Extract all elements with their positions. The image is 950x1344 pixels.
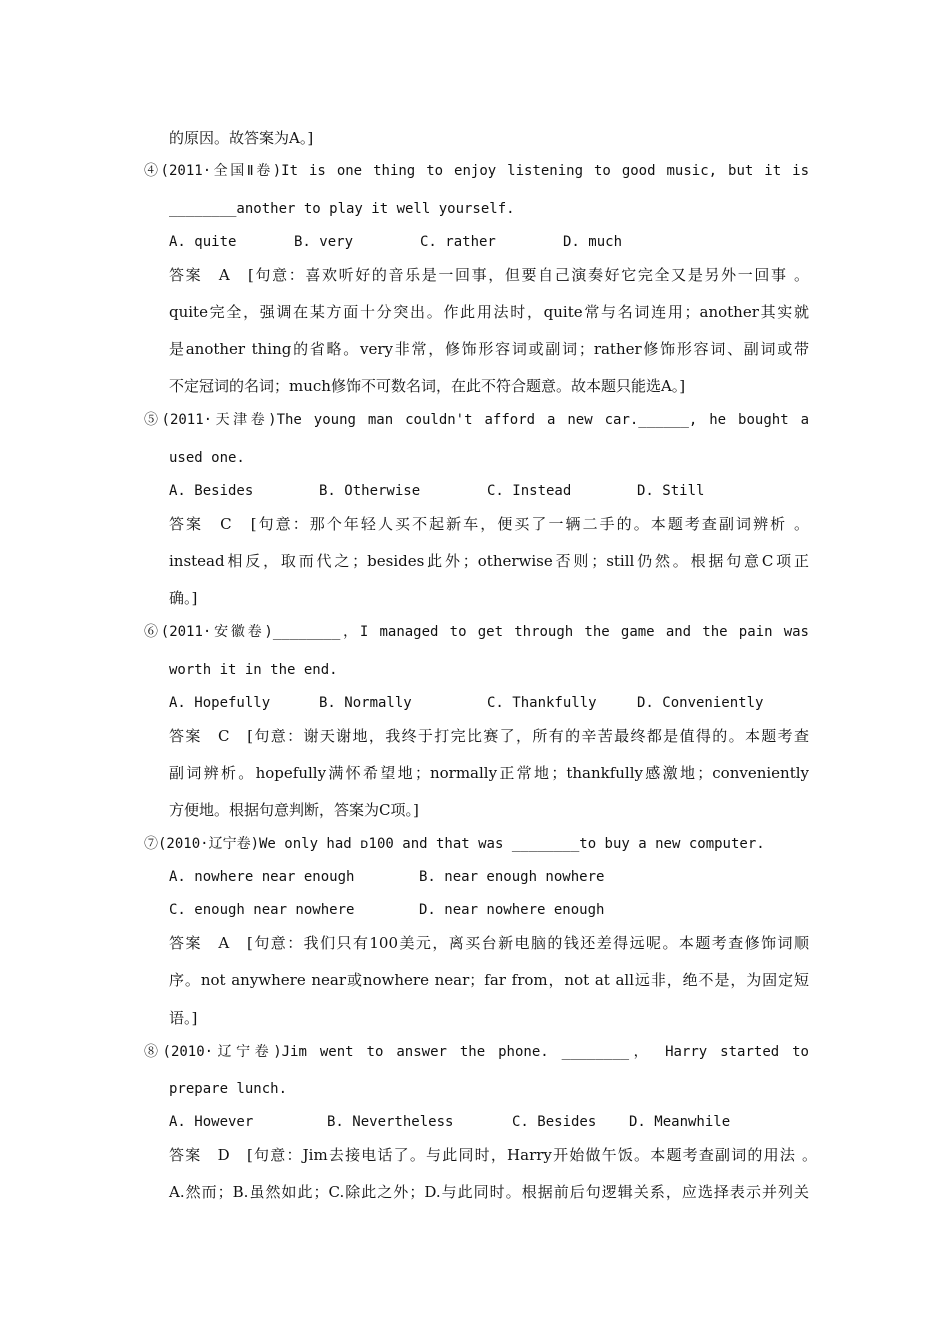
question-7-options-row2	[169, 900, 809, 920]
option-c: C. enough near nowhere	[169, 902, 355, 918]
question-6-stem-cont: worth it in the end.	[169, 662, 338, 678]
option-d: D. Meanwhile	[629, 1114, 731, 1130]
question-5-stem-cont: used one.	[169, 450, 245, 466]
question-4-explanation: 不定冠词的名词；much修饰不可数名词，在此不符合题意。故本题只能选A。]	[169, 377, 686, 395]
option-a: A. Hopefully	[169, 695, 271, 711]
question-7-explanation: 语。]	[169, 1009, 198, 1027]
question-4-explanation: 是another thing的省略。very非常，修饰形容词或副词；rather修饰形容词、副词或带	[169, 340, 809, 358]
question-6-stem: ⑥(2011·安徽卷)________，I managed to get through the game and the pain was	[144, 624, 809, 640]
option-b: B. Nevertheless	[327, 1114, 454, 1130]
option-a: A. However	[169, 1114, 254, 1130]
question-4-answer: 答案 A [句意：喜欢听好的音乐是一回事，但要自己演奏好它完全又是另外一回事 。	[169, 266, 809, 284]
question-6-options	[169, 693, 809, 713]
option-b: B. near enough nowhere	[419, 869, 605, 885]
question-4-stem-cont: ________another to play it well yourself.	[169, 201, 515, 217]
question-7-explanation: 序。not anywhere near或nowhere near；far from，not at all远非，绝不是，为固定短	[169, 971, 809, 989]
question-7-options-row1	[169, 867, 809, 887]
option-b: B. Otherwise	[319, 483, 421, 499]
question-6-answer: 答案 C [句意：谢天谢地，我终于打完比赛了，所有的辛苦最终都是值得的。本题考查	[169, 727, 809, 745]
question-7-stem: ⑦(2010·辽宁卷)We only had ᴅ100 and that was ________to buy a new computer.	[144, 836, 765, 852]
question-5-explanation: 确。]	[169, 589, 198, 607]
option-c: C. rather	[420, 234, 496, 250]
question-8-answer: 答案 D [句意：Jim去接电话了。与此同时，Harry开始做午饭。本题考查副词的用法 。	[169, 1146, 817, 1164]
option-c: C. Instead	[487, 483, 572, 499]
option-a: A. nowhere near enough	[169, 869, 355, 885]
question-7-answer: 答案 A [句意：我们只有100美元，离买台新电脑的钱还差得远呢。本题考查修饰词顺	[169, 934, 809, 952]
option-c: C. Besides	[512, 1114, 597, 1130]
option-a: A. Besides	[169, 483, 254, 499]
question-8-explanation: A.然而；B.虽然如此；C.除此之外；D.与此同时。根据前后句逻辑关系，应选择表示并列关	[169, 1183, 809, 1201]
option-b: B. Normally	[319, 695, 412, 711]
question-5-explanation: instead相反，取而代之；besides此外；otherwise否则；still仍然。根据句意C项正	[169, 552, 809, 570]
question-5-stem: ⑤(2011·天津卷)The young man couldn't afford a new car.______, he bought a	[144, 412, 809, 428]
option-a: A. quite	[169, 234, 237, 250]
option-b: B. very	[294, 234, 354, 250]
option-d: D. Still	[637, 483, 705, 499]
question-6-explanation: 方便地。根据句意判断，答案为C项。]	[169, 801, 419, 819]
question-8-options	[169, 1112, 809, 1132]
question-8-stem-cont: prepare lunch.	[169, 1081, 288, 1097]
question-4-explanation: quite完全，强调在某方面十分突出。作此用法时，quite常与名词连用；another其实就	[169, 303, 809, 321]
question-5-options	[169, 481, 809, 501]
answer-continuation: 的原因。故答案为A。]	[169, 129, 314, 147]
option-d: D. Conveniently	[637, 695, 764, 711]
option-d: D. much	[563, 234, 623, 250]
question-6-explanation: 副词辨析。hopefully满怀希望地；normally正常地；thankfully感激地；conveniently	[169, 764, 809, 782]
option-d: D. near nowhere enough	[419, 902, 605, 918]
option-c: C. Thankfully	[487, 695, 597, 711]
question-8-stem: ⑧(2010·辽宁卷)Jim went to answer the phone. ________， Harry started to	[144, 1044, 809, 1060]
question-4-stem: ④(2011·全国Ⅱ卷)It is one thing to enjoy listening to good music, but it is	[144, 163, 809, 179]
question-5-answer: 答案 C [句意：那个年轻人买不起新车，便买了一辆二手的。本题考查副词辨析 。	[169, 515, 809, 533]
question-4-options	[169, 232, 809, 252]
